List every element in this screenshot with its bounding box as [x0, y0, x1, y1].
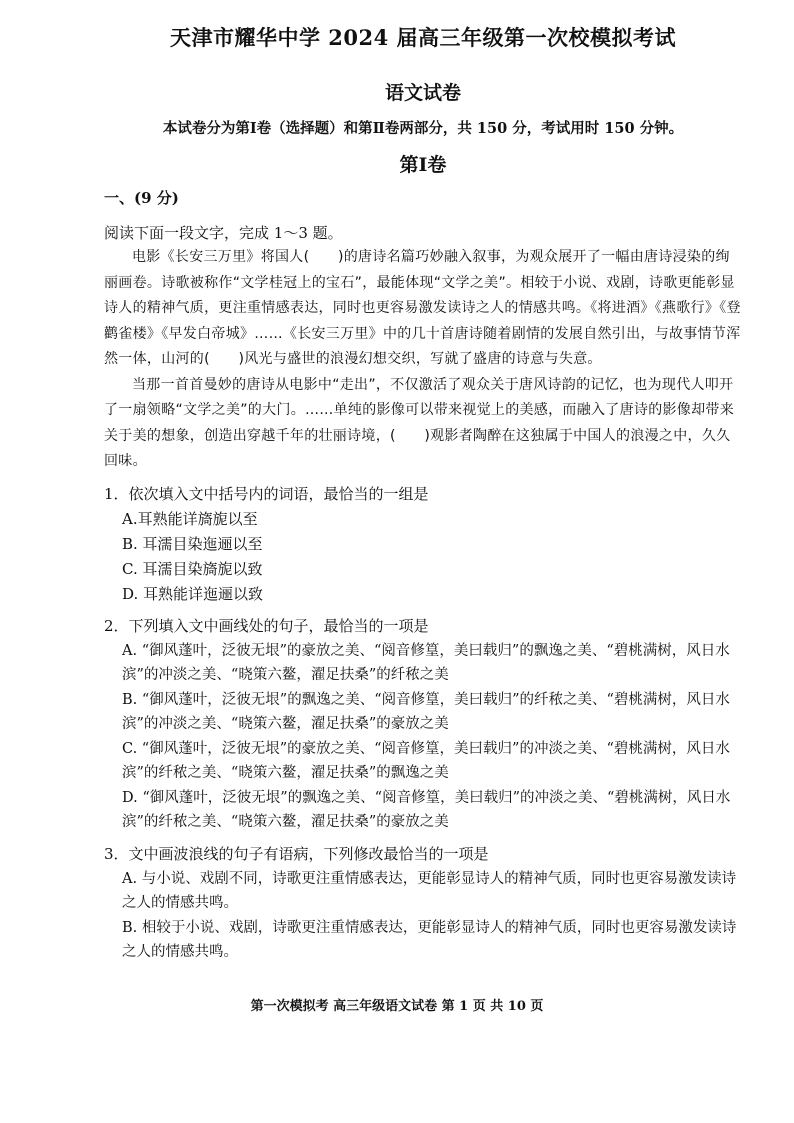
subject-title: 语文试卷 — [384, 82, 461, 104]
option-b: B. 耳濡目染迤逦以至 — [122, 534, 263, 553]
option-a: A. 与小说、戏剧不同，诗歌更注重情感表达，更能彰显诗人的精神气质，同时也更容易激发读诗之人的情感共鸣。 — [122, 870, 737, 911]
passage-paragraph-2: 当那一首首曼妙的唐诗从电影中“走出”，不仅激活了观众关于唐风诗韵的记忆，也为现代人叩开了一扇领略“文学之美”的大门。……单纯的影像可以带来视觉上的美感，而融入了唐诗的影像却带来关于美的想象，创造出穿越千年的壮丽诗境，( )观影者陶醉在这独属于中国人的浪漫之中，久久回味。 — [104, 376, 735, 469]
option-c: C. “御风蓬叶，泛彼无垠”的豪放之美、“阅音修篁，美曰载归”的冲淡之美、“碧桃满树，风日水滨”的纤秾之美、“晓策六鳌，濯足扶桑”的飘逸之美 — [122, 740, 730, 781]
option-c: C. 耳濡目染旖旎以致 — [122, 559, 263, 578]
option-b: B. 相较于小说、戏剧，诗歌更注重情感表达，更能彰显诗人的精神气质，同时也更容易激发读诗之人的情感共鸣。 — [122, 919, 737, 960]
reading-passage — [104, 245, 742, 475]
question-stem: 2．下列填入文中画线处的句子，最恰当的一项是 — [104, 616, 429, 635]
passage-paragraph-1: 电影《长安三万里》将国人( )的唐诗名篇巧妙融入叙事，为观众展开了一幅由唐诗浸染的绚丽画卷。诗歌被称作“文学桂冠上的宝石”，最能体现“文学之美”。相较于小说、戏剧，诗歌更能彰显诗人的精神气质，更注重情感表达，同时也更容易激发读诗之人的情感共鸣。《将进酒》《燕歌行》《登鹳雀楼》《早发白帝城》……《长安三万里》中的几十首唐诗随着剧情的发展自然引出，与故事情节浑然一体，山河的( )风光与盛世的浪漫幻想交织，写就了盛唐的诗意与失意。 — [104, 249, 741, 367]
question-2 — [104, 613, 742, 835]
page-footer: 第一次模拟考 高三年级语文试卷 第 1 页 共 10 页 — [250, 999, 544, 1014]
question-1 — [104, 481, 742, 607]
question-stem: 3．文中画波浪线的句子有语病，下列修改最恰当的一项是 — [104, 844, 489, 863]
section-heading: 一、(9 分) — [104, 189, 179, 207]
question-stem: 1．依次填入文中括号内的词语，最恰当的一组是 — [104, 484, 429, 503]
option-a: A.耳熟能详旖旎以至 — [122, 509, 258, 528]
option-d: D. “御风蓬叶，泛彼无垠”的飘逸之美、“阅音修篁，美曰载归”的冲淡之美、“碧桃满树，风日水滨”的纤秾之美、“晓策六鳌，濯足扶桑”的豪放之美 — [122, 789, 731, 830]
exam-title: 天津市耀华中学 2024 届高三年级第一次校模拟考试 — [169, 25, 677, 50]
exam-intro: 本试卷分为第Ⅰ卷（选择题）和第Ⅱ卷两部分，共 150 分，考试用时 150 分钟。 — [162, 120, 684, 137]
volume-heading: 第Ⅰ卷 — [399, 154, 447, 176]
option-b: B. “御风蓬叶，泛彼无垠”的飘逸之美、“阅音修篁，美曰载归”的纤秾之美、“碧桃满树，风日水滨”的冲淡之美、“晓策六鳌，濯足扶桑”的豪放之美 — [122, 691, 730, 732]
option-a: A. “御风蓬叶，泛彼无垠”的豪放之美、“阅音修篁，美曰载归”的飘逸之美、“碧桃满树，风日水滨”的冲淡之美、“晓策六鳌，濯足扶桑”的纤秾之美 — [122, 642, 730, 683]
option-d: D. 耳熟能详迤逦以致 — [122, 584, 264, 603]
question-3 — [104, 841, 742, 965]
reading-instruction: 阅读下面一段文字，完成 1～3 题。 — [104, 224, 343, 242]
